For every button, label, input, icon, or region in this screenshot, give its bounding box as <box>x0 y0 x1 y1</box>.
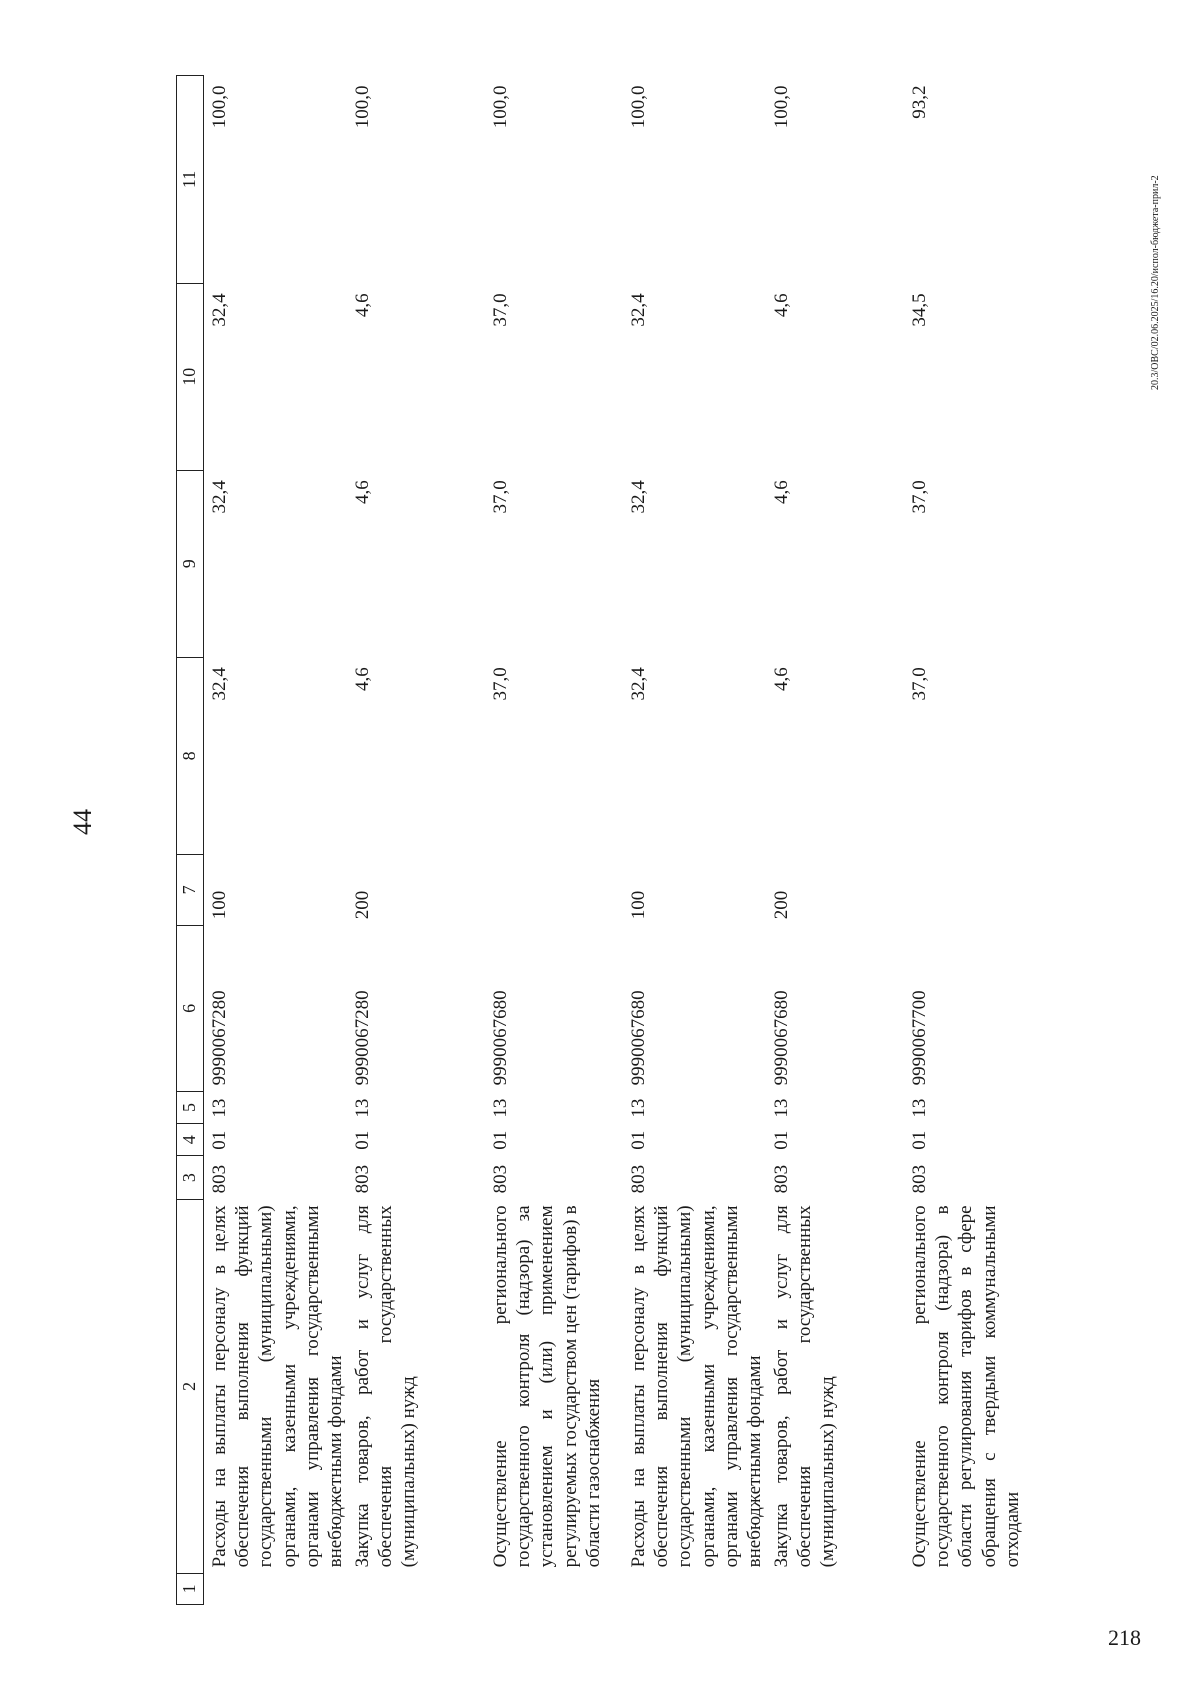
cell-expense-type <box>904 855 1042 926</box>
header-cell: 4 <box>177 1124 204 1156</box>
cell-value: 32,4 <box>628 667 650 701</box>
cell-ministry-code: 803 <box>352 1164 374 1194</box>
cell-subsection: 13 <box>490 1098 512 1118</box>
cell-section: 01 <box>209 1130 230 1150</box>
header-cell: 5 <box>177 1091 204 1123</box>
cell-ministry-code: 803 <box>490 1164 512 1194</box>
table-row <box>904 76 1042 1605</box>
document-code: 20.3/ОВС/02.06.2025/16.20/испол-бюджета-прил-2 <box>1150 175 1161 390</box>
cell-value: 4,6 <box>352 293 374 318</box>
row-description: Осуществление регионального государственного контроля (надзора) за установлением и (или) применением регулируемых государством цен (тарифов) в области газоснабжения <box>490 1205 604 1568</box>
cell-target-article: 9990067280 <box>209 990 230 1086</box>
cell-percent: 100,0 <box>209 85 230 129</box>
cell-value: 4,6 <box>352 480 374 505</box>
header-cell: 3 <box>177 1156 204 1200</box>
cell-target-article: 9990067280 <box>352 990 374 1086</box>
cell-expense-type: 100 <box>628 890 650 920</box>
cell-percent: 100,0 <box>352 85 374 129</box>
row-description: Расходы на выплаты персоналу в целях обеспечения выполнения функций государственными (муниципальными) органами, казенными учреждениями, органами управления государственными внебюджетными фондами <box>628 1205 765 1568</box>
cell-expense-type: 100 <box>209 890 230 920</box>
page-number-top: 44 <box>68 809 97 835</box>
cell-percent: 100,0 <box>490 85 512 129</box>
cell-ministry-code: 803 <box>628 1164 650 1194</box>
cell-value: 37,0 <box>909 667 931 701</box>
cell-section: 01 <box>909 1130 931 1150</box>
header-cell: 10 <box>177 283 204 470</box>
cell-value: 32,4 <box>209 667 230 701</box>
header-cell: 2 <box>177 1199 204 1573</box>
cell-expense-type <box>485 855 623 926</box>
budget-table <box>176 75 1042 1605</box>
cell-value: 32,4 <box>628 293 650 327</box>
cell-subsection: 13 <box>209 1098 230 1118</box>
cell-value: 34,5 <box>909 293 931 327</box>
cell-value: 32,4 <box>628 480 650 514</box>
page-number-bottom: 218 <box>1108 1625 1141 1650</box>
cell-value: 37,0 <box>490 667 512 701</box>
cell-target-article: 9990067680 <box>628 990 650 1086</box>
cell-section: 01 <box>352 1130 374 1150</box>
cell-section: 01 <box>771 1130 793 1150</box>
cell-ministry-code: 803 <box>209 1164 230 1194</box>
cell-target-article: 9990067680 <box>771 990 793 1086</box>
cell-value: 37,0 <box>490 480 512 514</box>
cell-section: 01 <box>490 1130 512 1150</box>
cell-subsection: 13 <box>909 1098 931 1118</box>
cell-section: 01 <box>628 1130 650 1150</box>
cell-subsection: 13 <box>771 1098 793 1118</box>
cell-ministry-code: 803 <box>771 1164 793 1194</box>
table-header-row <box>177 76 204 1605</box>
row-description: Осуществление регионального государственного контроля (надзора) в области регулирования тарифов в сфере обращения с твердыми коммунальными отходами <box>909 1205 1023 1568</box>
header-cell: 7 <box>177 855 204 926</box>
cell-subsection: 13 <box>628 1098 650 1118</box>
header-cell: 11 <box>177 76 204 284</box>
header-cell: 9 <box>177 470 204 657</box>
cell-percent: 100,0 <box>628 85 650 129</box>
cell-ministry-code: 803 <box>909 1164 931 1194</box>
row-description: Закупка товаров, работ и услуг для обеспечения государственных (муниципальных) нужд <box>771 1205 839 1568</box>
row-description: Расходы на выплаты персоналу в целях обеспечения выполнения функций государственными (муниципальными) органами, казенными учреждениями, органами управления государственными внебюджетными фондами <box>209 1205 346 1568</box>
cell-target-article: 9990067700 <box>909 990 931 1086</box>
cell-expense-type: 200 <box>771 890 793 920</box>
cell-value: 37,0 <box>490 293 512 327</box>
table-row <box>623 76 766 1605</box>
header-cell: 6 <box>177 925 204 1091</box>
table-row <box>485 76 623 1605</box>
cell-percent: 93,2 <box>909 85 931 119</box>
row-description: Закупка товаров, работ и услуг для обеспечения государственных (муниципальных) нужд <box>352 1205 420 1568</box>
table-row <box>766 76 904 1605</box>
table-row <box>347 76 485 1605</box>
table-row <box>204 76 348 1605</box>
cell-value: 4,6 <box>771 293 793 318</box>
cell-percent: 100,0 <box>771 85 793 129</box>
cell-value: 4,6 <box>352 667 374 691</box>
header-cell: 8 <box>177 657 204 854</box>
header-cell: 1 <box>177 1573 204 1604</box>
cell-value: 4,6 <box>771 667 793 691</box>
cell-value: 32,4 <box>209 480 230 514</box>
budget-table-container <box>176 75 1186 1605</box>
cell-value: 37,0 <box>909 480 931 514</box>
cell-target-article: 9990067680 <box>490 990 512 1086</box>
cell-subsection: 13 <box>352 1098 374 1118</box>
cell-value: 4,6 <box>771 480 793 505</box>
cell-value: 32,4 <box>209 293 230 327</box>
cell-expense-type: 200 <box>352 890 374 920</box>
